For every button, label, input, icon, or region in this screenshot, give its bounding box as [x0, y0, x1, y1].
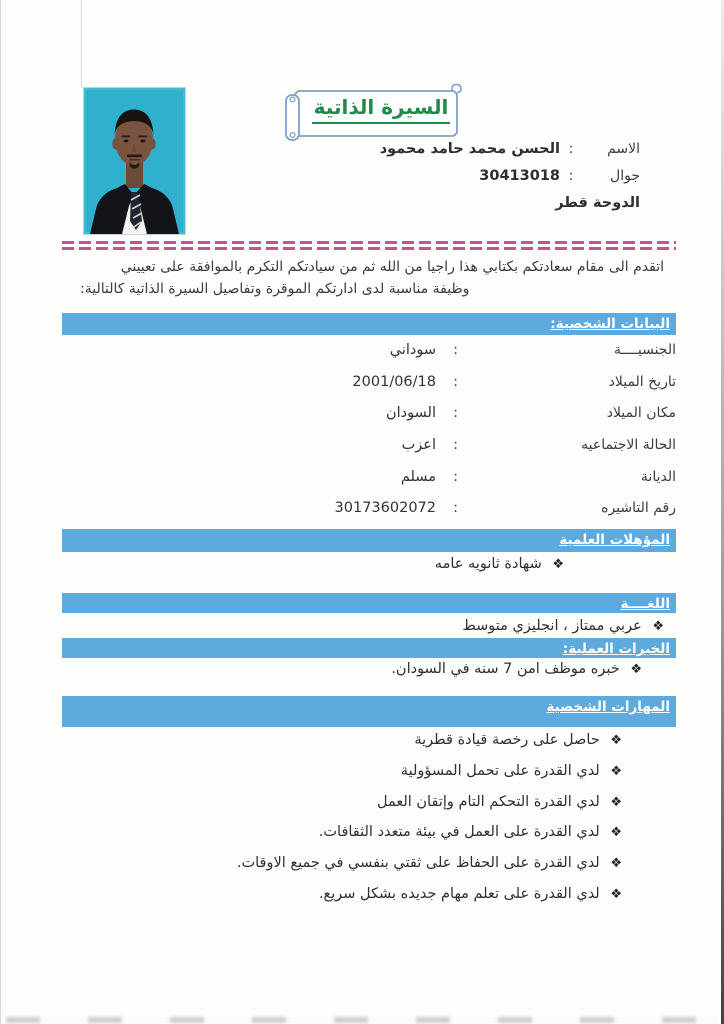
field-value: اعزب: [401, 436, 436, 453]
personal-data-table: [62, 334, 676, 524]
skills-list: [62, 732, 676, 917]
name-label: الاسم: [607, 141, 640, 157]
colon: :: [568, 168, 574, 184]
colon: :: [453, 341, 458, 358]
colon: :: [453, 405, 458, 422]
scan-left-edge: [0, 0, 1, 1024]
field-label: الجنسيــــة: [613, 341, 676, 358]
field-value: مسلم: [400, 468, 436, 485]
section-header-experience: الخبرات العملية:: [62, 638, 676, 658]
field-value: 30173602072: [334, 500, 436, 517]
field-row-marital-status: [62, 429, 676, 461]
dashed-divider: [62, 241, 676, 251]
field-row-visa-number: [62, 492, 676, 524]
diamond-bullet-icon: ❖: [652, 619, 664, 634]
intro-line-2: وظيفة مناسبة لدى ادارتكم الموقرة وتفاصيل السيرة الذاتية كالتالية:: [80, 281, 470, 297]
skill-item: [62, 824, 676, 855]
field-value: السودان: [385, 405, 436, 422]
language-item: [62, 618, 676, 634]
language-text: عربي ممتاز ، انجليزي متوسط: [462, 618, 642, 634]
skill-text: لدي القدرة على تعلم مهام جديده بشكل سريع.: [318, 885, 600, 902]
section-header-qualifications: المؤهلات العلمية: [62, 529, 676, 552]
experience-text: خبره موظف امن 7 سنه في السودان.: [391, 661, 620, 677]
colon: :: [453, 468, 458, 485]
diamond-bullet-icon: ❖: [552, 557, 564, 572]
qualification-text: شهادة ثانويه عامه: [434, 556, 542, 572]
field-value: 2001/06/18: [352, 373, 436, 390]
colon: :: [453, 500, 458, 517]
section-header-skills: المهارات الشخصية: [62, 696, 676, 727]
scan-bottom-smudge: [6, 1017, 718, 1023]
diamond-bullet-icon: ❖: [610, 886, 622, 902]
scan-fold-line: [81, 0, 82, 88]
field-label: مكان الميلاد: [606, 405, 676, 422]
field-row-birth-date: [62, 366, 676, 398]
skill-text: لدي القدرة على العمل في بيئة متعدد الثقافات.: [318, 824, 600, 841]
diamond-bullet-icon: ❖: [610, 733, 622, 748]
contact-row-mobile: [260, 168, 640, 195]
field-row-birth-place: [62, 397, 676, 429]
diamond-bullet-icon: ❖: [610, 763, 622, 779]
colon: :: [453, 436, 458, 453]
field-label: الحالة الاجتماعيه: [581, 436, 676, 453]
skill-text: لدي القدرة التحكم التام وإتقان العمل: [376, 793, 600, 810]
field-label: تاريخ الميلاد: [608, 373, 676, 390]
colon: :: [568, 141, 574, 157]
field-row-religion: [62, 461, 676, 493]
diamond-bullet-icon: ❖: [610, 794, 622, 810]
contact-row-name: [260, 141, 640, 168]
field-row-nationality: [62, 334, 676, 366]
skill-item: [62, 732, 676, 763]
applicant-photo-drawing: [84, 88, 185, 234]
title-banner: [282, 82, 466, 144]
field-value: سوداني: [389, 341, 436, 358]
skill-item: [62, 886, 676, 917]
field-label: الديانة: [640, 468, 676, 485]
mobile-value: 30413018: [479, 168, 560, 184]
qualification-item: [62, 556, 676, 572]
contact-row-location: [260, 195, 640, 222]
skill-item: [62, 855, 676, 886]
section-header-personal-data: البيانات الشخصية:: [62, 313, 676, 335]
skill-item: [62, 763, 676, 794]
section-header-language: اللغــــة: [62, 593, 676, 613]
mobile-label: جوال: [610, 168, 640, 184]
applicant-photo: [84, 88, 185, 234]
diamond-bullet-icon: ❖: [630, 662, 642, 677]
intro-line-1: اتقدم الى مقام سعادتكم بكتابي هذا راجيا من الله ثم من سيادتكم التكرم بالموافقة على تعييني: [120, 259, 664, 275]
field-label: رقم التاشيره: [601, 500, 676, 517]
skill-text: لدي القدرة على الحفاظ على ثقتي بنفسي في جميع الاوقات.: [236, 855, 600, 872]
colon: :: [453, 373, 458, 390]
skill-text: حاصل على رخصة قيادة قطرية: [414, 732, 600, 748]
skill-item: [62, 794, 676, 825]
skill-text: لدي القدرة على تحمل المسؤولية: [400, 762, 600, 779]
name-value: الحسن محمد حامد محمود: [379, 141, 560, 157]
page-title: السيرة الذاتية: [304, 95, 458, 124]
location-value: الدوحة قطر: [555, 195, 640, 211]
experience-item: [62, 661, 676, 677]
diamond-bullet-icon: ❖: [610, 856, 622, 872]
diamond-bullet-icon: ❖: [610, 825, 622, 841]
intro-paragraph: [80, 256, 664, 300]
contact-block: [260, 141, 640, 222]
